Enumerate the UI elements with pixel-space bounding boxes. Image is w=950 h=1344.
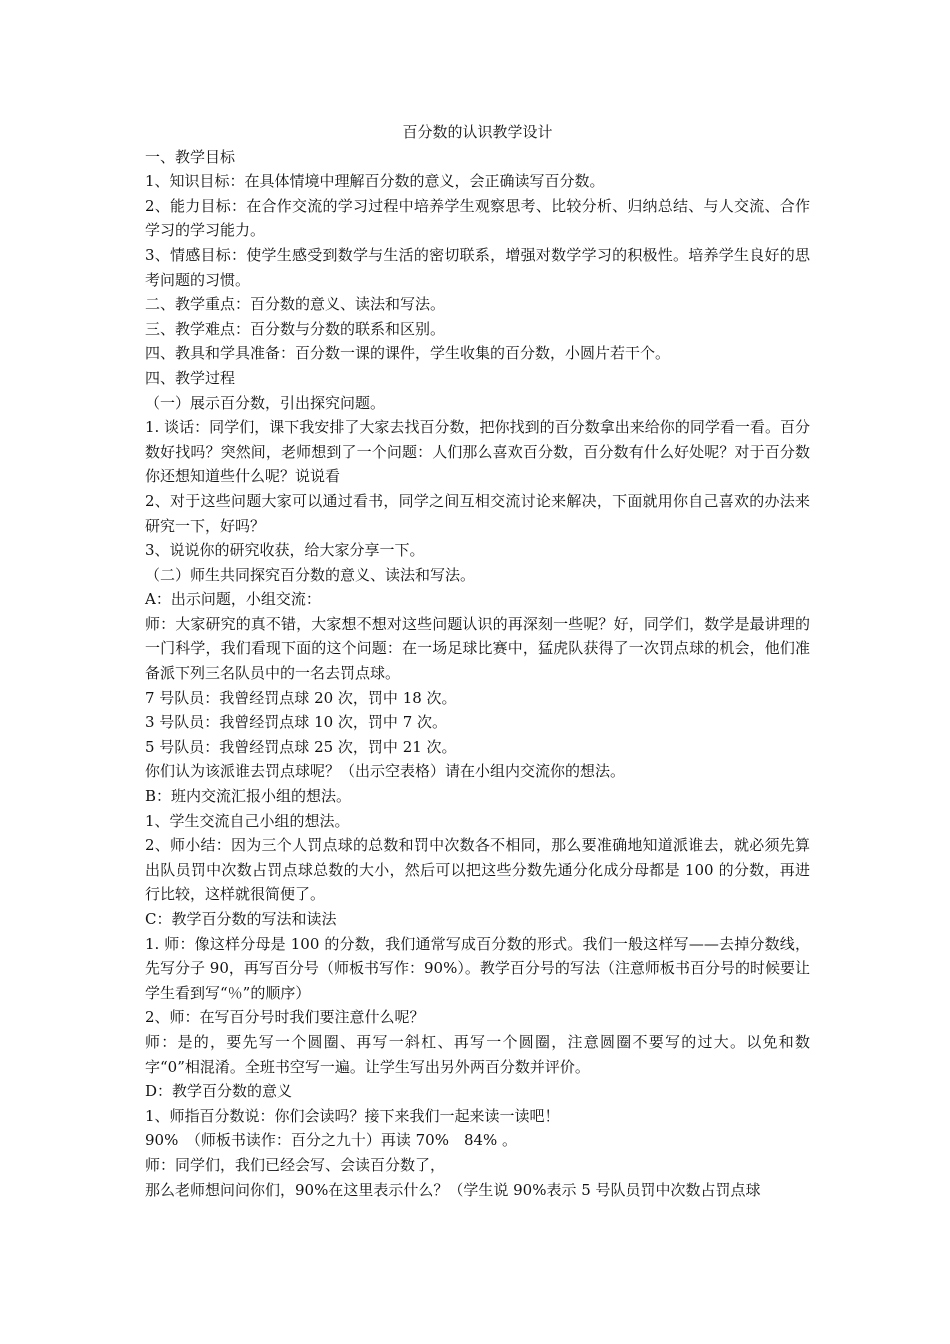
paragraph: 师：是的，要先写一个圆圈、再写一斜杠、再写一个圆圈，注意圆圈不要写的过大。以免和数字“0”相混淆。全班书空写一遍。让学生写出另外两百分数并评价。 [145, 1032, 810, 1076]
paragraph: 3 号队员：我曾经罚点球 10 次，罚中 7 次。 [145, 713, 448, 732]
document-body [145, 145, 810, 1203]
paragraph: 1. 师：像这样分母是 100 的分数，我们通常写成百分数的形式。我们一般这样写——去掉分数线，先写分子 90，再写百分号（师板书写作：90%）。教学百分号的写法（注意师板书百分号的时候要让学生看到写“％”的顺序） [145, 934, 810, 1002]
paragraph: B：班内交流汇报小组的想法。 [145, 787, 352, 806]
paragraph: 二、教学重点：百分数的意义、读法和写法。 [145, 295, 446, 314]
paragraph: 2、对于这些问题大家可以通过看书，同学之间互相交流讨论来解决，下面就用你自己喜欢的办法来研究一下，好吗？ [145, 491, 810, 535]
paragraph: 师：同学们，我们已经会写、会读百分数了， [145, 1155, 446, 1174]
paragraph: 7 号队员：我曾经罚点球 20 次，罚中 18 次。 [145, 688, 457, 707]
paragraph: （一）展示百分数，引出探究问题。 [145, 393, 386, 412]
paragraph: C：教学百分数的写法和读法 [145, 910, 337, 928]
paragraph: 三、教学难点：百分数与分数的联系和区别。 [145, 319, 446, 338]
paragraph: 5 号队员：我曾经罚点球 25 次，罚中 21 次。 [145, 737, 457, 756]
paragraph: 3、情感目标：使学生感受到数学与生活的密切联系，增强对数学学习的积极性。培养学生良好的思考问题的习惯。 [145, 245, 810, 289]
paragraph: 2、师小结：因为三个人罚点球的总数和罚中次数各不相同，那么要准确地知道派谁去，就必须先算出队员罚中次数占罚点球总数的大小，然后可以把这些分数先通分化成分母都是 100 的分数，再进行比较，这样就很简便了。 [145, 836, 810, 904]
paragraph: D：教学百分数的意义 [145, 1082, 293, 1101]
paragraph: 2、师：在写百分号时我们要注意什么呢？ [145, 1008, 425, 1027]
paragraph: 四、教具和学具准备：百分数一课的课件，学生收集的百分数，小圆片若干个。 [145, 344, 671, 363]
paragraph: A：出示问题，小组交流： [145, 590, 321, 609]
paragraph: 四、教学过程 [145, 368, 236, 387]
document-page [145, 120, 810, 1202]
paragraph: 1、学生交流自己小组的想法。 [145, 811, 350, 830]
paragraph: 那么老师想问问你们，90%在这里表示什么？（学生说 90%表示 5 号队员罚中次数占罚点球 [145, 1180, 761, 1199]
paragraph: 90% （师板书读作：百分之九十）再读 70% 84% 。 [145, 1131, 518, 1150]
paragraph: 1. 谈话：同学们，课下我安排了大家去找百分数，把你找到的百分数拿出来给你的同学看一看。百分数好找吗？突然间，老师想到了一个问题：人们那么喜欢百分数，百分数有什么好处呢？对于百分数你还想知道些什么呢？说说看 [145, 418, 810, 486]
paragraph: 师：大家研究的真不错，大家想不想对这些问题认识的再深刻一些呢？好，同学们，数学是最讲理的一门科学，我们看现下面的这个问题：在一场足球比赛中，猛虎队获得了一次罚点球的机会，他们准备派下列三名队员中的一名去罚点球。 [145, 614, 810, 683]
paragraph: 一、教学目标 [145, 147, 236, 166]
paragraph: 1、师指百分数说：你们会读吗？接下来我们一起来读一读吧！ [145, 1106, 560, 1125]
paragraph: 3、说说你的研究收获，给大家分享一下。 [145, 541, 425, 560]
paragraph: 你们认为该派谁去罚点球呢？（出示空表格）请在小组内交流你的想法。 [145, 762, 626, 781]
paragraph: 1、知识目标：在具体情境中理解百分数的意义，会正确读写百分数。 [145, 172, 605, 191]
paragraph: （二）师生共同探究百分数的意义、读法和写法。 [145, 565, 476, 584]
document-title: 百分数的认识教学设计 [402, 123, 553, 141]
paragraph: 2、能力目标：在合作交流的学习过程中培养学生观察思考、比较分析、归纳总结、与人交流、合作学习的学习能力。 [145, 196, 810, 240]
